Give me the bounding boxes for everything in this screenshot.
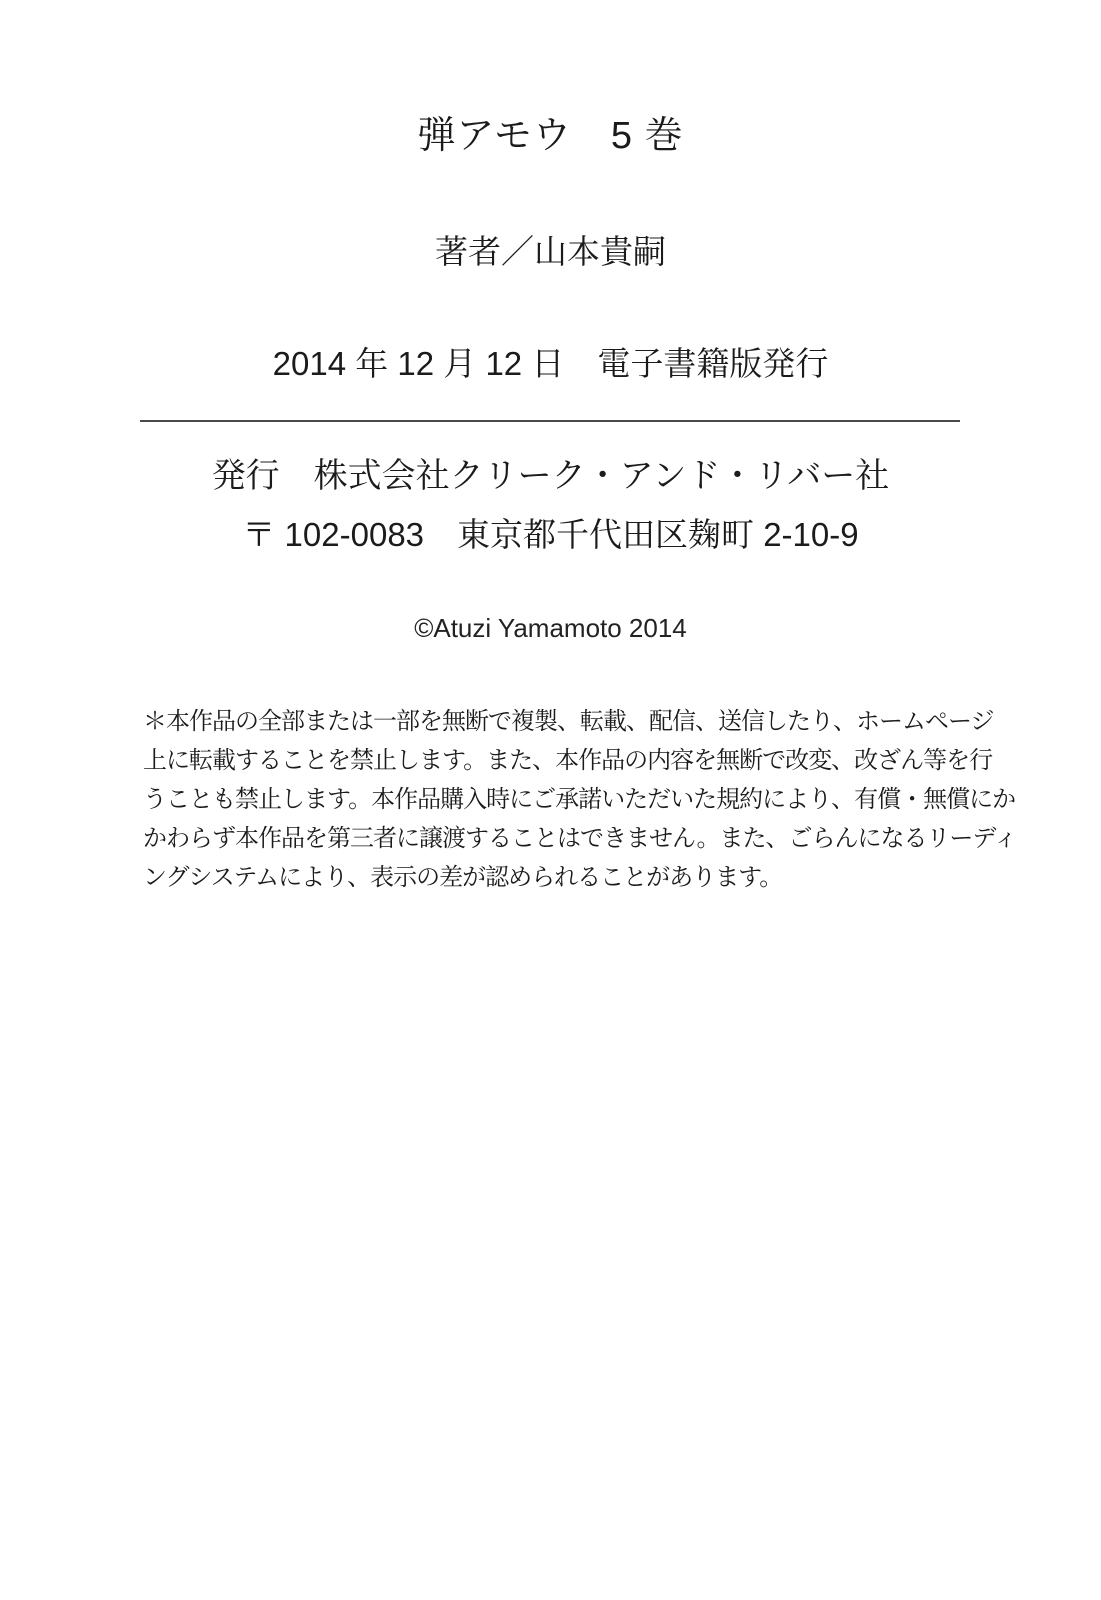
notice-line: うことも禁止します。本作品購入時にご承諾いただいた規約により、有償・無償にか	[143, 786, 1016, 813]
author-line: 著者／山本貴嗣	[435, 233, 666, 270]
notice-line: ングシステムにより、表示の差が認められることがあります。	[143, 864, 783, 891]
notice-line: 上に転載することを禁止します。また、本作品の内容を無断で改変、改ざん等を行	[143, 747, 993, 774]
notice-line: かわらず本作品を第三者に譲渡することはできません。また、ごらんになるリーディ	[143, 825, 1017, 852]
divider-rule	[140, 420, 960, 422]
publisher-address-line: 〒 102-0083 東京都千代田区麹町 2-10-9	[242, 516, 859, 553]
copyright-line: ©Atuzi Yamamoto 2014	[414, 613, 687, 643]
publisher-line: 発行 株式会社クリーク・アンド・リバー社	[211, 457, 890, 495]
edition-date-line: 2014 年 12 月 12 日 電子書籍版発行	[272, 345, 829, 382]
usage-notice	[143, 702, 1017, 897]
book-title: 弾アモウ 5 巻	[417, 115, 684, 157]
notice-line: ＊本作品の全部または一部を無断で複製、転載、配信、送信したり、ホームページ	[143, 708, 994, 735]
